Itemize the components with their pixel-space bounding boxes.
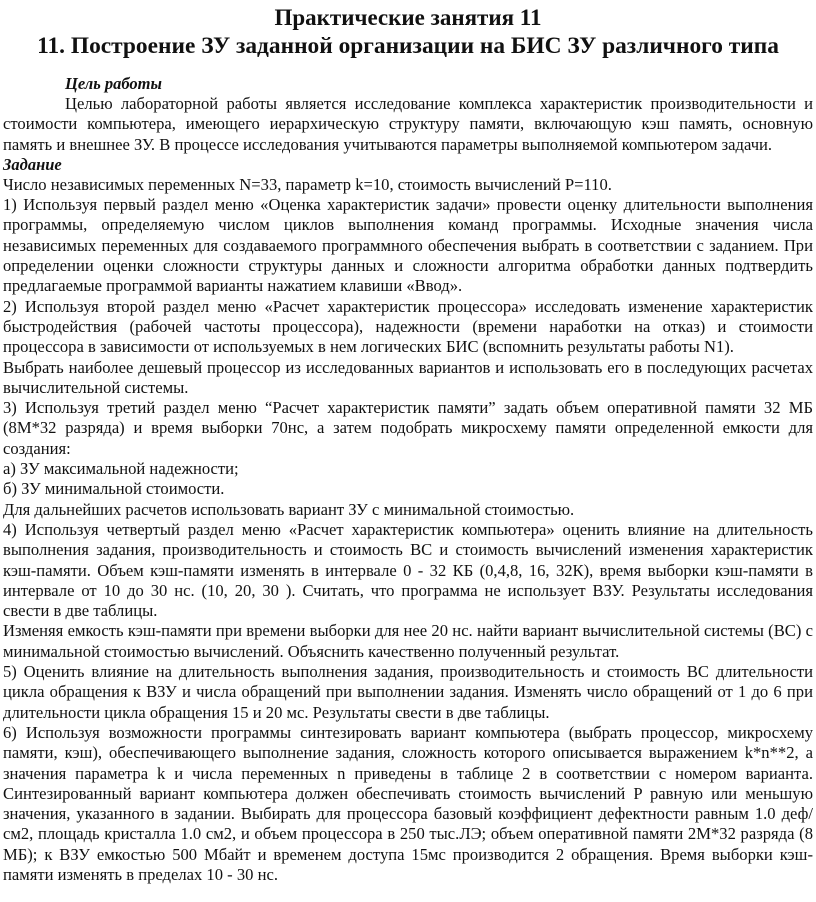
task-paragraph: Выбрать наиболее дешевый процессор из исследованных вариантов и использовать его в последующих расчетах вычислительной системы. — [3, 357, 813, 397]
task-paragraph: Число независимых переменных N=33, параметр k=10, стоимость вычислений P=110. — [3, 174, 612, 194]
goal-paragraph: Целью лабораторной работы является исследование комплекса характеристик производительности и стоимости компьютера, имеющего иерархическую структуру памяти, включающую кэш память, основную память и внешнее ЗУ. В процессе исследования учитываются параметры выполняемой компьютером задачи. — [3, 94, 813, 154]
task-paragraph: Для дальнейших расчетов использовать вариант ЗУ с минимальной стоимостью. — [3, 499, 575, 519]
task-paragraph: 5) Оценить влияние на длительность выполнения задания, производительность и стоимость ВС длительности цикла обращения к ВЗУ и числа обращений при выполнении задания. Изменять число обращений от 1 до 6 при длительности цикла обращения 15 и 20 мс. Результаты свести в две таблицы. — [3, 662, 813, 722]
page-subtitle: 11. Построение ЗУ заданной организации на БИС ЗУ различного типа — [37, 33, 779, 59]
task-paragraph: 1) Используя первый раздел меню «Оценка характеристик задачи» провести оценку длительности выполнения программы, определяемую числом циклов выполнения команд программы. Исходные значения числа независимых переменных для создаваемого программного обеспечения выбрать в соответствии с заданием. При определении оценки сложности структуры данных и сложности алгоритма обработки данных подтвердить предлагаемые программой варианты нажатием клавиши «Ввод». — [3, 195, 813, 296]
task-paragraph: 6) Используя возможности программы синтезировать вариант компьютера (выбрать процессор, микросхему памяти, кэш), обеспечивающего выполнение задания, сложность которого описывается выражением k*n**2, а значения параметра k и числа переменных n приведены в таблице 2 в соответствии с номером варианта. Синтезированный вариант компьютера должен обеспечивать стоимость вычислений P равную или меньшую значения, указанного в задании. Выбирать для процессора базовый коэффициент дефектности равным 1.0 деф/см2, площадь кристалла 1.0 см2, и объем процессора в 250 тыс.ЛЭ; объем оперативной памяти 2М*32 разряда (8 МБ); к ВЗУ емкостью 500 Мбайт и временем доступа 15мс производится 2 обращения. Время выборки кэш-памяти изменять в пределах 10 - 30 нс. — [3, 722, 813, 884]
task-paragraph: 3) Используя третий раздел меню “Расчет характеристик памяти” задать объем оперативной памяти 32 МБ (8М*32 разряда) и время выборки 70нс, а затем подобрать микросхему памяти определенной емкости для создания: — [3, 398, 813, 458]
task-body — [3, 175, 813, 885]
page-title: Практические занятия 11 — [274, 5, 542, 30]
task-paragraph: 2) Используя второй раздел меню «Расчет характеристик процессора» исследовать изменение характеристик быстродействия (рабочей частоты процессора), надежности (времени наработки на отказ) и стоимости процессора в зависимости от используемых в нем логических БИС (вспомнить результаты работы N1). — [3, 296, 813, 357]
task-heading: Задание — [3, 154, 62, 174]
task-paragraph: б) ЗУ минимальной стоимости. — [3, 479, 225, 499]
goal-heading: Цель работы — [65, 74, 162, 93]
task-paragraph: 4) Используя четвертый раздел меню «Расчет характеристик компьютера» оценить влияние на длительность выполнения задания, производительность и стоимость ВС и стоимость вычислений изменения характеристик кэш-памяти. Объем кэш-памяти изменять в интервале 0 - 32 КБ (0,4,8, 16, 32К), время выборки кэш-памяти в интервале от 10 до 30 нс. (10, 20, 30 ). Считать, что программа не использует ВЗУ. Результаты исследования свести в две таблицы. — [3, 519, 813, 621]
task-paragraph: а) ЗУ максимальной надежности; — [3, 459, 239, 479]
task-paragraph: Изменяя емкость кэш-памяти при времени выборки для нее 20 нс. найти вариант вычислительной системы (ВС) с минимальной стоимостью вычислений. Объяснить качественно полученный результат. — [3, 621, 813, 661]
